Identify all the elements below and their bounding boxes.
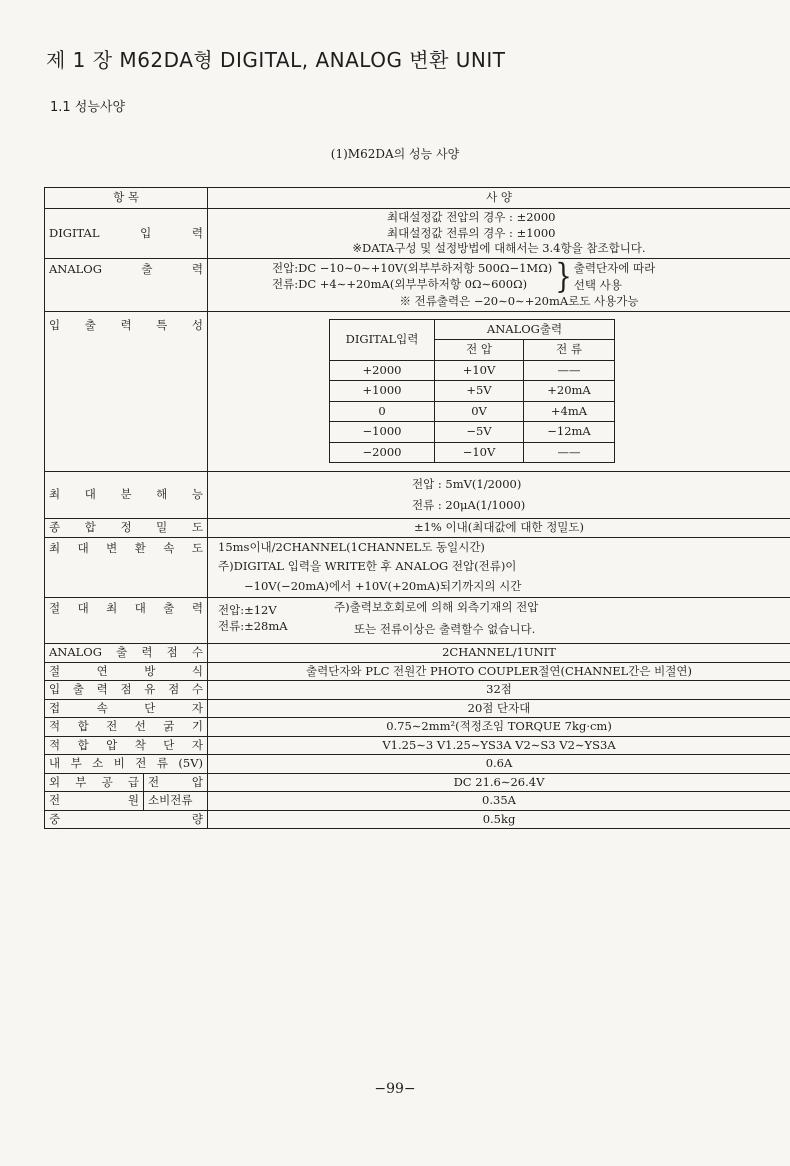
row-isolation-method <box>45 662 790 681</box>
io-characteristics-table <box>329 319 615 464</box>
page-number: −99− <box>374 1081 416 1097</box>
spec-cell <box>208 537 790 598</box>
spec-line: 주)DIGITAL 입력을 WRITE한 후 ANALOG 전압(전류)이 <box>218 559 517 574</box>
spec-line: 전압 : 5mV(1/2000) <box>412 477 522 492</box>
io-voltage-value: 0V <box>435 401 524 422</box>
io-header-digital: DIGITAL입력 <box>330 319 435 360</box>
row-max-resolution <box>45 472 790 519</box>
io-voltage-value: +5V <box>435 381 524 402</box>
item-label: 종 합 정 밀 도 <box>45 519 208 538</box>
item-label: 외 부 공 급 <box>45 773 144 792</box>
spec-cell <box>208 598 790 644</box>
io-row <box>330 360 615 381</box>
spec-line: 전류 : 20μA(1/1000) <box>412 497 526 512</box>
spec-line: 최대설정값 전압의 경우 : ±2000 <box>387 210 556 224</box>
io-header-current: 전 류 <box>524 340 615 361</box>
item-label: 내 부 소 비 전 류 (5V) <box>45 755 208 774</box>
item-label: ANALOG 출 력 <box>45 258 208 311</box>
row-io-occupied-points <box>45 681 790 700</box>
spec-value: 0.6A <box>208 755 790 774</box>
io-voltage-value: −10V <box>435 442 524 463</box>
spec-line: 전류:±28mA <box>218 618 288 633</box>
item-label: 절 대 최 대 출 력 <box>45 598 208 644</box>
spec-line: 출력단자에 따라 <box>573 260 656 275</box>
row-analog-output <box>45 258 790 311</box>
io-row <box>330 381 615 402</box>
row-terminal <box>45 699 790 718</box>
io-current-value: +20mA <box>524 381 615 402</box>
spec-line: 선택 사용 <box>573 277 622 292</box>
io-digital-value: +2000 <box>330 360 435 381</box>
brace-glyph: } <box>555 257 572 297</box>
item-label: 적 합 압 착 단 자 <box>45 736 208 755</box>
io-digital-value: −1000 <box>330 422 435 443</box>
chapter-title: 제 1 장 M62DA형 DIGITAL, ANALOG 변환 UNIT <box>46 48 506 72</box>
spec-note: ※ 전류출력은 −20∼0∼+20mA로도 사용가능 <box>399 294 639 309</box>
sub-label: 소비전류 <box>144 792 208 811</box>
io-voltage-value: +10V <box>435 360 524 381</box>
row-external-supply-current <box>45 792 790 811</box>
spec-value: 0.5kg <box>208 810 790 829</box>
io-digital-value: +1000 <box>330 381 435 402</box>
spec-value: 2CHANNEL/1UNIT <box>208 644 790 663</box>
spec-cell <box>208 311 790 472</box>
spec-line: −10V(−20mA)에서 +10V(+20mA)되기까지의 시간 <box>244 578 522 593</box>
item-label: ANALOG 출 력 점 수 <box>45 644 208 663</box>
spec-value: 출력단자와 PLC 전원간 PHOTO COUPLER절연(CHANNEL간은 비절연) <box>208 662 790 681</box>
item-label: 입 출 력 점 유 점 수 <box>45 681 208 700</box>
io-digital-value: 0 <box>330 401 435 422</box>
io-voltage-value: −5V <box>435 422 524 443</box>
row-max-conversion-speed <box>45 537 790 598</box>
spec-value: 20점 단자대 <box>208 699 790 718</box>
spec-cell <box>208 472 790 519</box>
row-absolute-max-output <box>45 598 790 644</box>
spec-line: 또는 전류이상은 출력할수 없습니다. <box>354 621 536 636</box>
io-digital-value: −2000 <box>330 442 435 463</box>
io-header-analog: ANALOG출력 <box>435 319 615 340</box>
item-label: 적 합 전 선 굵 기 <box>45 718 208 737</box>
spec-line: 주)출력보호회로에 의해 외측기재의 전압 <box>334 600 539 615</box>
row-io-characteristics <box>45 311 790 472</box>
header-item: 항 목 <box>45 188 208 209</box>
item-label: 절 연 방 식 <box>45 662 208 681</box>
io-current-value: —— <box>524 360 615 381</box>
item-label: 최 대 변 환 속 도 <box>45 537 208 598</box>
spec-note: ※DATA구성 및 설정방법에 대해서는 3.4항을 참조합니다. <box>352 241 646 256</box>
item-label: 최 대 분 해 능 <box>45 472 208 519</box>
sub-label: 전 압 <box>144 773 208 792</box>
spec-value: 32점 <box>208 681 790 700</box>
section-title: 1.1 성능사양 <box>50 100 126 115</box>
io-header-voltage: 전 압 <box>435 340 524 361</box>
item-label: 접 속 단 자 <box>45 699 208 718</box>
spec-value: V1.25∼3 V1.25∼YS3A V2∼S3 V2∼YS3A <box>208 736 790 755</box>
spec-value: 0.35A <box>208 792 790 811</box>
spec-table <box>44 187 790 829</box>
header-row <box>45 188 790 209</box>
row-applicable-crimp <box>45 736 790 755</box>
io-row <box>330 401 615 422</box>
item-label: 전 원 <box>45 792 144 811</box>
spec-line: 전압:±12V <box>218 603 277 618</box>
item-label: DIGITAL 입 력 <box>45 209 208 259</box>
spec-cell <box>208 258 790 311</box>
spec-line: 15ms이내/2CHANNEL(1CHANNEL도 동일시간) <box>218 539 485 554</box>
row-weight <box>45 810 790 829</box>
spec-line: 최대설정값 전류의 경우 : ±1000 <box>387 225 556 240</box>
spec-cell <box>208 209 790 259</box>
io-row <box>330 422 615 443</box>
row-analog-output-points <box>45 644 790 663</box>
spec-line: 전압:DC −10∼0∼+10V(외부부하저항 500Ω−1MΩ) <box>272 261 553 276</box>
spec-line: 전류:DC +4∼+20mA(외부부하저항 0Ω∼600Ω) <box>272 276 528 291</box>
header-spec: 사 양 <box>208 188 790 209</box>
spec-value: DC 21.6∼26.4V <box>208 773 790 792</box>
io-row <box>330 442 615 463</box>
table-caption: (1)M62DA의 성능 사양 <box>330 147 460 161</box>
item-label: 중 량 <box>45 810 208 829</box>
io-current-value: −12mA <box>524 422 615 443</box>
row-external-supply-voltage <box>45 773 790 792</box>
row-digital-input <box>45 209 790 259</box>
spec-value: ±1% 이내(최대값에 대한 정밀도) <box>208 519 790 538</box>
row-internal-current <box>45 755 790 774</box>
item-label: 입 출 력 특 성 <box>45 311 208 472</box>
io-current-value: —— <box>524 442 615 463</box>
spec-value: 0.75∼2mm²(적정조임 TORQUE 7kg·cm) <box>208 718 790 737</box>
row-overall-accuracy <box>45 519 790 538</box>
io-current-value: +4mA <box>524 401 615 422</box>
row-applicable-wire <box>45 718 790 737</box>
